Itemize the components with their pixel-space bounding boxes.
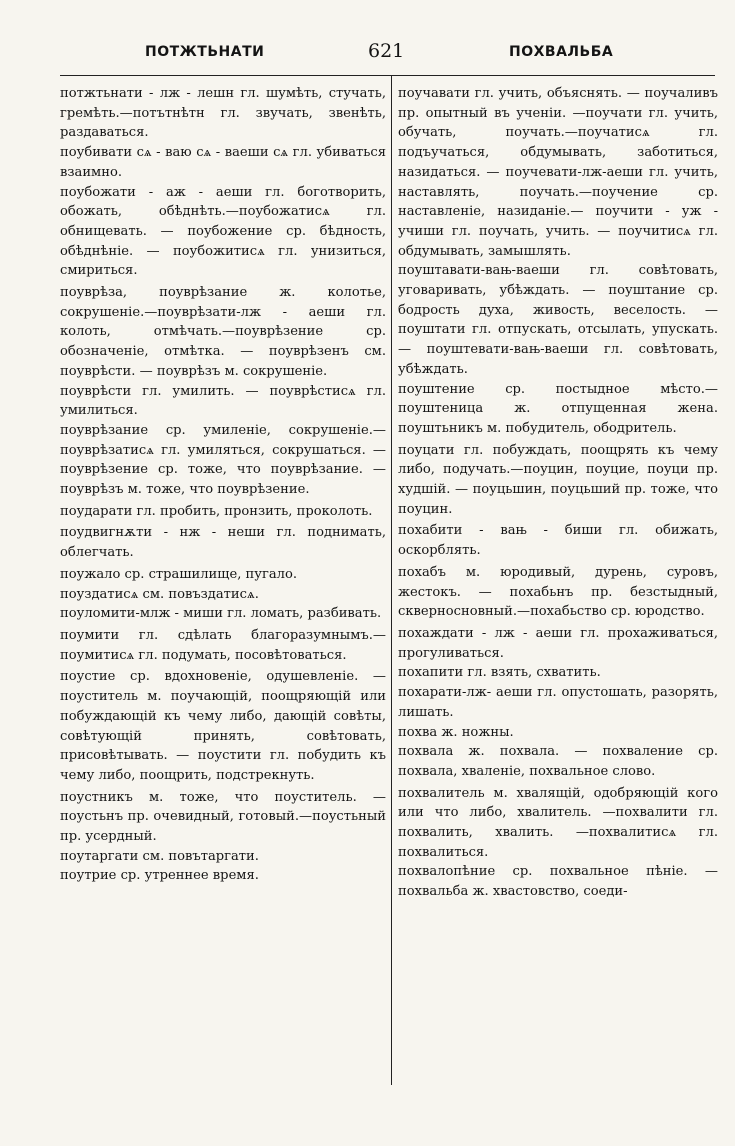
dictionary-entry: поудвигнѫти - нж - неши гл. поднимать, облегчать. [60, 525, 386, 561]
dictionary-entry: похва ж. ножны. [398, 724, 514, 740]
left-column [60, 84, 386, 886]
dictionary-entry: похапити гл. взять, схватить. [398, 665, 601, 681]
dictionary-entry: похарати-лж- аеши гл. опустошать, разорять, лишать. [398, 685, 718, 720]
dictionary-entry: похабъ м. юродивый, дурень, суровъ, жестокъ. — похабьнъ пр. безстыдный, скверносновный.—похабьство ср. юродство. [398, 564, 718, 620]
dictionary-entry: поуштавати-вањ-ваеши гл. совѣтовать, уговаривать, убѣждать. — поуштание ср. бодрость духа, живость, веселость. — поуштати гл. отпускать, отсылать, упускать. — поуштевати-вањ-ваеши гл. совѣтовать, убѣждать. [398, 263, 718, 377]
dictionary-entry: поуврѣсти гл. умилить. — поуврѣстисѧ гл. умилиться. [60, 383, 386, 419]
column-divider [391, 75, 392, 1085]
dictionary-entry: поумити гл. сдѣлать благоразумнымъ.—поумитисѧ гл. подумать, посовѣтоваться. [60, 627, 386, 663]
dictionary-entry: поударати гл. пробить, пронзить, проколоть. [60, 503, 373, 519]
dictionary-entry: похвала ж. похвала. — похваление ср. похвала, хваленіе, похвальное слово. [398, 744, 718, 779]
dictionary-entry: похвалопѣние ср. похвальное пѣніе. —похвальба ж. хвастовство, соеди- [398, 864, 718, 900]
dictionary-entry: поутаргати см. повътаргати. [60, 848, 259, 864]
right-running-headword: ПОХВАЛЬБА [509, 44, 614, 60]
dictionary-entry: поубивати сѧ - ваю сѧ - ваеши сѧ гл. убиваться взаимно. [60, 145, 386, 180]
dictionary-entry: поуштение ср. постыдное мѣсто.— поуштеница ж. отпущенная жена. поуштьникъ м. побудитель, ободритель. [398, 381, 718, 436]
dictionary-entry: похаждати - лж - аеши гл. прохаживаться, прогуливаться. [398, 625, 718, 661]
dictionary-entry: поустие ср. вдохновеніе, одушевленіе. — поуститель м. поучающій, поощряющій или побуждающій къ чему либо, дающій совѣты, совѣтующій принять, совѣтовать, присовѣтывать. — поустити гл. побудить къ чему либо, поощрить, подстрекнуть. [60, 669, 386, 783]
left-running-headword: ПОТЖТЬНАТИ [145, 44, 265, 60]
dictionary-entry: поутрие ср. утреннее время. [60, 868, 259, 884]
dictionary-entry: потжтьнати - лж - лешн гл. шумѣть, стучать, гремѣть.—потътнѣтн гл. звучать, звенѣть, раздаваться. [60, 86, 386, 141]
dictionary-entry: поужало ср. страшилище, пугало. [60, 566, 297, 582]
header-rule [60, 75, 715, 76]
page-number: 621 [368, 40, 405, 62]
dictionary-entry: поуломити-млж - миши гл. ломать, разбивать. [60, 606, 382, 622]
dictionary-entry: поубожати - аж - аеши гл. боготворить, обожать, обѣднѣть.—поубожатисѧ гл. обнищевать. — поубожение ср. бѣдность, обѣднѣніе. — поубожитисѧ гл. унизиться, смириться. [60, 184, 386, 279]
dictionary-entry: поуцати гл. побуждать, поощрять къ чему либо, подучать.—поуцин, поуцие, поуци пр. худшій. — поуцьшин, поуцьший пр. тоже, что поуцин. [398, 442, 718, 517]
dictionary-entry: поучавати гл. учить, объяснять. — поучаливъ пр. опытный въ ученіи. —поучати гл. учить, обучать, поучать.—поучатисѧ гл. подъучаться, обдумывать, заботиться, назидаться. — поучевати-лж-аеши гл. учить, наставлять, поучать.—поучение ср. наставленіе, назиданіе.— поучити - уж - учиши гл. поучать, учить. — поучитисѧ гл. обдумывать, замышлять. [398, 86, 718, 259]
dictionary-entry: поуврѣза, поуврѣзание ж. колотье, сокрушеніе.—поуврѣзати-лж - аеши гл. колоть, отмѣчать.—поуврѣзение ср. обозначеніе, отмѣтка. — поуврѣзенъ см. поуврѣсти. — поуврѣзъ м. сокрушеніе. [60, 285, 386, 379]
dictionary-entry: поустникъ м. тоже, что поуститель. —поустьнъ пр. очевидный, готовый.—поустьный пр. усердный. [60, 789, 386, 845]
running-header [0, 40, 735, 70]
dictionary-entry: поуврѣзание ср. умиленіе, сокрушеніе.—поуврѣзатисѧ гл. умиляться, сокрушаться. — поуврѣзение ср. тоже, что поуврѣзание. — поуврѣзъ м. тоже, что поуврѣзение. [60, 422, 386, 498]
dictionary-entry: похвалитель м. хвалящій, одобряющій кого или что либо, хвалитель. —похвалити гл. похвалить, хвалить. —похвалитисѧ гл. похвалиться. [398, 785, 718, 860]
dictionary-entry: похабити - вањ - биши гл. обижать, оскорблять. [398, 523, 718, 559]
dictionary-entry: поуздатисѧ см. повъздатисѧ. [60, 586, 259, 602]
right-column [398, 84, 718, 902]
